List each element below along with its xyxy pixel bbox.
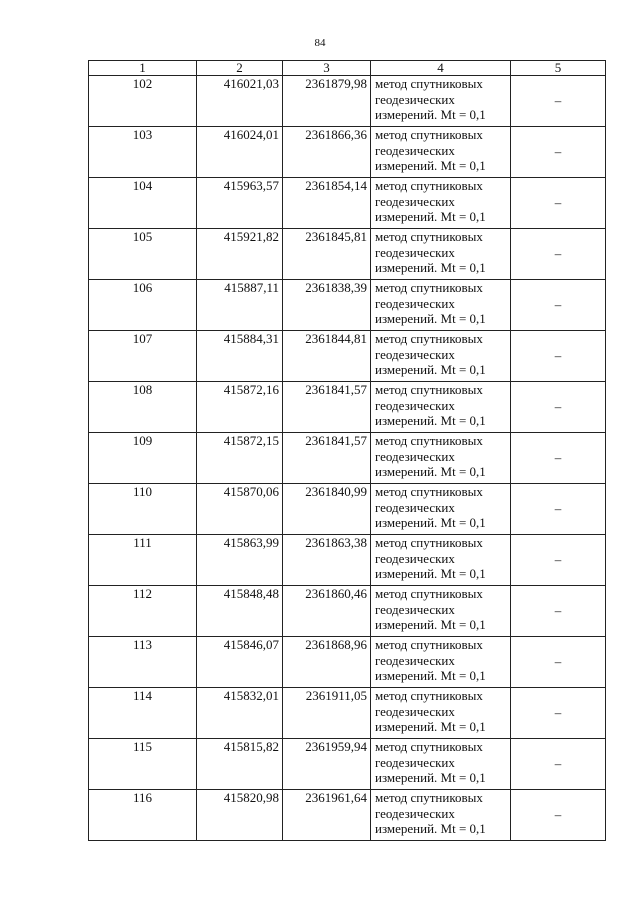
point-number-cell: 108 xyxy=(89,382,197,433)
coordinates-table xyxy=(88,60,606,841)
x-coordinate-cell: 415887,11 xyxy=(197,280,283,331)
table-row xyxy=(89,280,606,331)
point-number-cell: 110 xyxy=(89,484,197,535)
remark-cell: – xyxy=(511,433,606,484)
y-coordinate-cell: 2361863,38 xyxy=(283,535,371,586)
y-coordinate-cell: 2361860,46 xyxy=(283,586,371,637)
remark-cell: – xyxy=(511,739,606,790)
remark-cell: – xyxy=(511,178,606,229)
y-coordinate-cell: 2361841,57 xyxy=(283,382,371,433)
x-coordinate-cell: 415846,07 xyxy=(197,637,283,688)
point-number-cell: 102 xyxy=(89,76,197,127)
point-number-cell: 106 xyxy=(89,280,197,331)
x-coordinate-cell: 415863,99 xyxy=(197,535,283,586)
method-cell: метод спутниковых геодезических измерений. Mt = 0,1 xyxy=(371,433,511,484)
x-coordinate-cell: 415872,15 xyxy=(197,433,283,484)
table-row xyxy=(89,790,606,841)
table-row xyxy=(89,688,606,739)
y-coordinate-cell: 2361838,39 xyxy=(283,280,371,331)
x-coordinate-cell: 415921,82 xyxy=(197,229,283,280)
table-row xyxy=(89,484,606,535)
header-col-4: 4 xyxy=(371,61,511,76)
method-cell: метод спутниковых геодезических измерений. Mt = 0,1 xyxy=(371,280,511,331)
x-coordinate-cell: 415872,16 xyxy=(197,382,283,433)
page-number: 84 xyxy=(314,37,326,49)
remark-cell: – xyxy=(511,331,606,382)
header-col-5: 5 xyxy=(511,61,606,76)
method-cell: метод спутниковых геодезических измерений. Mt = 0,1 xyxy=(371,127,511,178)
remark-cell: – xyxy=(511,229,606,280)
table-row xyxy=(89,178,606,229)
x-coordinate-cell: 415820,98 xyxy=(197,790,283,841)
y-coordinate-cell: 2361959,94 xyxy=(283,739,371,790)
point-number-cell: 112 xyxy=(89,586,197,637)
x-coordinate-cell: 415870,06 xyxy=(197,484,283,535)
table-row xyxy=(89,433,606,484)
table-header-row xyxy=(89,61,606,76)
method-cell: метод спутниковых геодезических измерений. Mt = 0,1 xyxy=(371,331,511,382)
point-number-cell: 109 xyxy=(89,433,197,484)
method-cell: метод спутниковых геодезических измерений. Mt = 0,1 xyxy=(371,535,511,586)
y-coordinate-cell: 2361840,99 xyxy=(283,484,371,535)
y-coordinate-cell: 2361844,81 xyxy=(283,331,371,382)
y-coordinate-cell: 2361841,57 xyxy=(283,433,371,484)
x-coordinate-cell: 415963,57 xyxy=(197,178,283,229)
x-coordinate-cell: 415832,01 xyxy=(197,688,283,739)
table-body xyxy=(89,76,606,841)
point-number-cell: 103 xyxy=(89,127,197,178)
y-coordinate-cell: 2361961,64 xyxy=(283,790,371,841)
method-cell: метод спутниковых геодезических измерений. Mt = 0,1 xyxy=(371,637,511,688)
method-cell: метод спутниковых геодезических измерений. Mt = 0,1 xyxy=(371,790,511,841)
x-coordinate-cell: 416021,03 xyxy=(197,76,283,127)
y-coordinate-cell: 2361866,36 xyxy=(283,127,371,178)
header-col-2: 2 xyxy=(197,61,283,76)
table-row xyxy=(89,331,606,382)
table-row xyxy=(89,382,606,433)
point-number-cell: 115 xyxy=(89,739,197,790)
point-number-cell: 114 xyxy=(89,688,197,739)
y-coordinate-cell: 2361868,96 xyxy=(283,637,371,688)
table-row xyxy=(89,637,606,688)
x-coordinate-cell: 415848,48 xyxy=(197,586,283,637)
method-cell: метод спутниковых геодезических измерений. Mt = 0,1 xyxy=(371,76,511,127)
remark-cell: – xyxy=(511,484,606,535)
x-coordinate-cell: 416024,01 xyxy=(197,127,283,178)
x-coordinate-cell: 415884,31 xyxy=(197,331,283,382)
method-cell: метод спутниковых геодезических измерений. Mt = 0,1 xyxy=(371,382,511,433)
method-cell: метод спутниковых геодезических измерений. Mt = 0,1 xyxy=(371,739,511,790)
point-number-cell: 105 xyxy=(89,229,197,280)
remark-cell: – xyxy=(511,535,606,586)
table-row xyxy=(89,739,606,790)
remark-cell: – xyxy=(511,790,606,841)
method-cell: метод спутниковых геодезических измерений. Mt = 0,1 xyxy=(371,586,511,637)
point-number-cell: 111 xyxy=(89,535,197,586)
remark-cell: – xyxy=(511,586,606,637)
header-col-1: 1 xyxy=(89,61,197,76)
remark-cell: – xyxy=(511,280,606,331)
point-number-cell: 107 xyxy=(89,331,197,382)
method-cell: метод спутниковых геодезических измерений. Mt = 0,1 xyxy=(371,229,511,280)
x-coordinate-cell: 415815,82 xyxy=(197,739,283,790)
method-cell: метод спутниковых геодезических измерений. Mt = 0,1 xyxy=(371,178,511,229)
table-row xyxy=(89,76,606,127)
point-number-cell: 113 xyxy=(89,637,197,688)
table-row xyxy=(89,586,606,637)
point-number-cell: 104 xyxy=(89,178,197,229)
header-col-3: 3 xyxy=(283,61,371,76)
table-row xyxy=(89,127,606,178)
y-coordinate-cell: 2361911,05 xyxy=(283,688,371,739)
remark-cell: – xyxy=(511,637,606,688)
table-row xyxy=(89,229,606,280)
point-number-cell: 116 xyxy=(89,790,197,841)
remark-cell: – xyxy=(511,76,606,127)
table-row xyxy=(89,535,606,586)
y-coordinate-cell: 2361879,98 xyxy=(283,76,371,127)
remark-cell: – xyxy=(511,688,606,739)
remark-cell: – xyxy=(511,127,606,178)
method-cell: метод спутниковых геодезических измерений. Mt = 0,1 xyxy=(371,688,511,739)
remark-cell: – xyxy=(511,382,606,433)
method-cell: метод спутниковых геодезических измерений. Mt = 0,1 xyxy=(371,484,511,535)
y-coordinate-cell: 2361854,14 xyxy=(283,178,371,229)
y-coordinate-cell: 2361845,81 xyxy=(283,229,371,280)
